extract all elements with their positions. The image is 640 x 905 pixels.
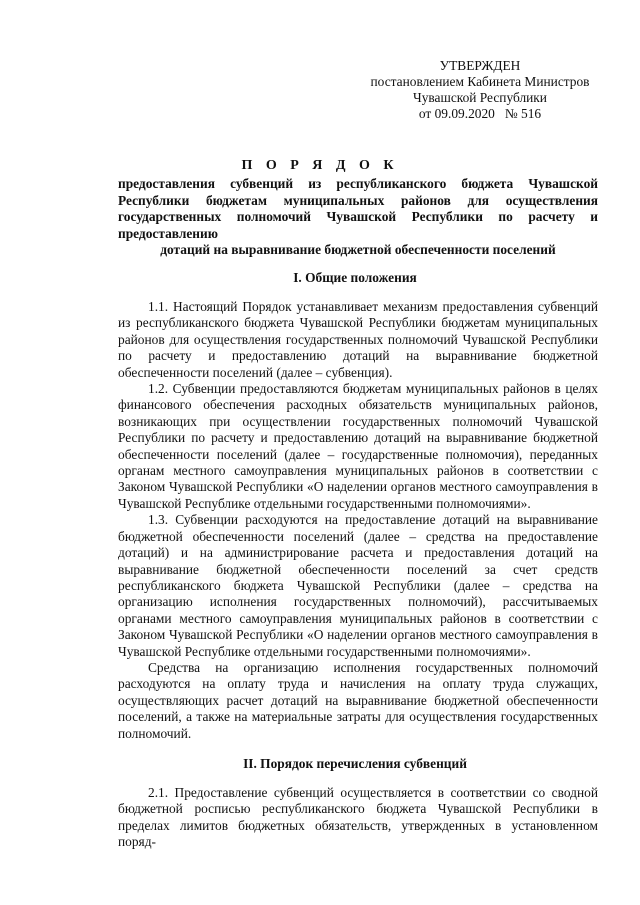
- document-subtitle: [118, 176, 598, 259]
- approval-heading: УТВЕРЖДЕН: [439, 58, 521, 73]
- approval-line: Чувашской Республики: [413, 90, 547, 105]
- paragraph-funds: Средства на организацию исполнения государственных полномочий расходуются на оплату труда и начисления на оплату труда служащих, осуществляющих расчет дотаций на выравнивание бюджетной обеспеченности поселений, а также на материальные затраты для осуществления государственных полномочий.: [118, 659, 598, 741]
- approval-stamp: [360, 58, 600, 122]
- section-heading-general: I. Общие положения: [293, 270, 417, 285]
- document-title: П О Р Я Д О К: [241, 158, 399, 173]
- section-general-body: [118, 299, 598, 742]
- subtitle-last-line: дотаций на выравнивание бюджетной обеспеченности поселений: [160, 242, 556, 257]
- paragraph-2-1: 2.1. Предоставление субвенций осуществляется в соответствии со сводной бюджетной росписью республиканского бюджета Чувашской Республики в пределах лимитов бюджетных обязательств, утвержденных в установленном поряд-: [118, 785, 598, 850]
- approval-date: от 09.09.2020 № 516: [418, 106, 542, 121]
- paragraph-1-3: 1.3. Субвенции расходуются на предоставление дотаций на выравнивание бюджетной обеспеченности поселений (далее – средства на предоставление дотаций) и на администрирование расчета и предоставления дотаций на выравнивание бюджетной обеспеченности поселений за счет средств республиканского бюджета Чувашской Республики (далее – средства на организацию исполнения государственных полномочий), рассчитываемых органами местного самоуправления муниципальных районов в соответствии с Законом Чувашской Республики «О наделении органов местного самоуправления в Чувашской Республике отдельными государственными полномочиями».: [118, 512, 598, 659]
- section-heading-transfer: II. Порядок перечисления субвенций: [243, 756, 467, 771]
- paragraph-1-2: 1.2. Субвенции предоставляются бюджетам муниципальных районов в целях финансового обеспечения расходных обязательств муниципальных районов, возникающих при осуществлении государственных полномочий Чувашской Республики по расчету и предоставлению дотаций на выравнивание бюджетной обеспеченности поселений (далее – государственные полномочия), переданных органам местного самоуправления муниципальных районов в соответствии с Законом Чувашской Республики «О наделении органов местного самоуправления в Чувашской Республике отдельными государственными полномочиями».: [118, 381, 598, 511]
- paragraph-1-1: 1.1. Настоящий Порядок устанавливает механизм предоставления субвенций из республиканского бюджета Чувашской Республики бюджетам муниципальных районов для осуществления государственных полномочий Чувашской Республики по расчету и предоставлению дотаций на выравнивание бюджетной обеспеченности поселений (далее – субвенция).: [118, 299, 598, 380]
- subtitle-main: предоставления субвенций из республиканского бюджета Чувашской Республики бюджетам муниципальных районов для осуществления государственных полномочий Чувашской Республики по расчету и предоставлению: [118, 176, 598, 241]
- approval-line: постановлением Кабинета Министров: [370, 74, 590, 89]
- section-transfer-body: [118, 785, 598, 851]
